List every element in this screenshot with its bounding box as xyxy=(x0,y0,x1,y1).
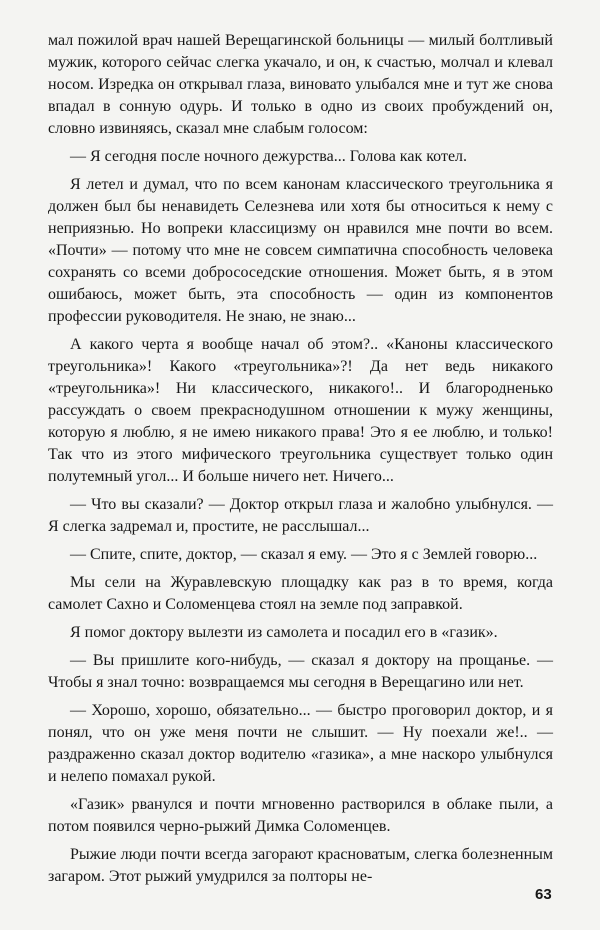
paragraph-3: Я летел и думал, что по всем канонам классического треугольника я должен был бы ненавидеть Селезнева или хотя бы относиться к нему с неприязнью. Но вопреки классицизму он нравился мне почти во всем. «Почти» — потому что мне не совсем симпатична способность человека сохранять со всеми добрососедские отношения. Может быть, я в этом ошибаюсь, может быть, эта способность — один из компонентов профессии руководителя. Не знаю, не знаю... xyxy=(48,176,553,325)
paragraph-10: — Хорошо, хорошо, обязательно... — быстро проговорил доктор, и я понял, что он уже меня почти не слышит. — Ну поехали же!.. — раздраженно сказал доктор водителю «газика», а мне наскоро улыбнулся и нелепо помахал рукой. xyxy=(48,702,553,785)
paragraph-5: — Что вы сказали? — Доктор открыл глаза и жалобно улыбнулся. — Я слегка задремал и, простите, не расслышал... xyxy=(48,496,553,535)
paragraph-11: «Газик» рванулся и почти мгновенно растворился в облаке пыли, а потом появился черно-рыжий Димка Соломенцев. xyxy=(48,796,553,835)
paragraph-12: Рыжие люди почти всегда загорают красноватым, слегка болезненным загаром. Этот рыжий умудрился за полторы не- xyxy=(48,846,553,885)
paragraph-6: — Спите, спите, доктор, — сказал я ему. — Это я с Землей говорю... xyxy=(70,546,538,563)
paragraph-2: — Я сегодня после ночного дежурства... Голова как котел. xyxy=(70,148,468,165)
paragraph-9: — Вы пришлите кого-нибудь, — сказал я доктору на прощанье. — Чтобы я знал точно: возвращаемся мы сегодня в Верещагино или нет. xyxy=(48,652,553,691)
paragraph-8: Я помог доктору вылезти из самолета и посадил его в «газик». xyxy=(70,624,498,641)
paragraph-7: Мы сели на Журавлевскую площадку как раз в то время, когда самолет Сахно и Соломенцева стоял на земле под заправкой. xyxy=(48,574,553,613)
page-body xyxy=(48,30,553,894)
paragraph-1: мал пожилой врач нашей Верещагинской больницы — милый болтливый мужик, которого сейчас слегка укачало, и он, к счастью, молчал и клевал носом. Изредка он открывал глаза, виновато улыбался мне и тут же снова впадал в сонную одурь. И только в одно из своих пробуждений он, словно извиняясь, сказал мне слабым голосом: xyxy=(48,32,553,137)
paragraph-4: А какого черта я вообще начал об этом?.. «Каноны классического треугольника»! Какого «треугольника»?! Да нет ведь никакого «треугольника»! Ни классического, никакого!.. И благородненько рассуждать о своем прекраснодушном отношении к мужу женщины, которую я люблю, я не имею никакого права! Это я ее люблю, и только! Так что из этого мифического треугольника существует только один полутемный угол... И больше ничего нет. Ничего... xyxy=(48,336,553,485)
page-number: 63 xyxy=(535,886,552,903)
